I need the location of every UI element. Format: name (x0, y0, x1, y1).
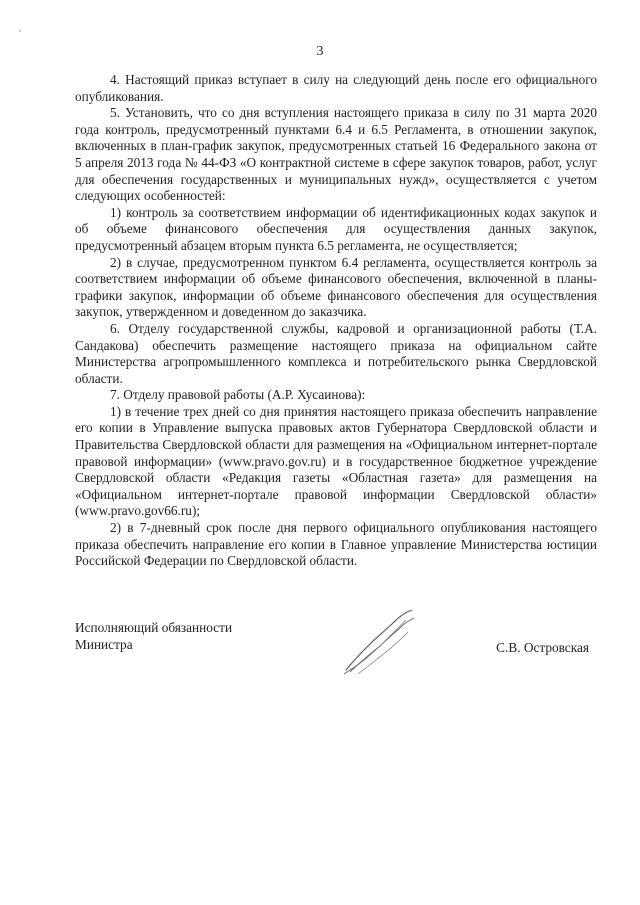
paragraph-5-item-2: 2) в случае, предусмотренном пунктом 6.4 регламента, осуществляется контроль за соответствием информации об объеме финансового обеспечения, включенной в планы-графики закупок, информации об объеме финансового обеспечения для осуществления закупок, утвержденном и доведенном до заказчика. (75, 254, 597, 320)
document-body (75, 72, 597, 570)
signatory-position-line-1: Исполняющий обязанности (75, 620, 233, 635)
page-number: 3 (316, 44, 324, 59)
signatory-position-line-2: Министра (75, 636, 133, 652)
paragraph-7-item-1: 1) в течение трех дней со дня принятия настоящего приказа обеспечить направление его копии в Управление выпуска правовых актов Губернатора Свердловской области и Правительства Свердловской области для размещения на «Официальном интернет-портале правовой информации» (www.pravo.gov.ru) и в государственное бюджетное учреждение Свердловской области «Редакция газеты «Областная газета» для размещения на «Официальном интернет-портале правовой информации Свердловской области» (www.pravo.gov66.ru); (75, 403, 597, 519)
handwritten-signature (340, 608, 430, 678)
scan-artifact (19, 30, 21, 32)
paragraph-5: 5. Установить, что со дня вступления настоящего приказа в силу по 31 марта 2020 года контроль, предусмотренный пунктами 6.4 и 6.5 Регламента, в отношении закупок, включенных в план-график закупок, предусмотренных статьей 16 Федерального закона от 5 апреля 2013 года № 44-ФЗ «О контрактной системе в сфере закупок товаров, работ, услуг для обеспечения государственных и муниципальных нужд», осуществляется с учетом следующих особенностей: (75, 105, 597, 204)
paragraph-6: 6. Отделу государственной службы, кадровой и организационной работы (Т.А. Сандакова) обеспечить размещение настоящего приказа на официальном сайте Министерства агропромышленного комплекса и потребительского рынка Свердловской области. (75, 320, 597, 386)
paragraph-7-item-2: 2) в 7-дневный срок после дня первого официального опубликования настоящего приказа обеспечить направление его копии в Главное управление Министерства юстиции Российской Федерации по Свердловской области. (75, 520, 597, 569)
signatory-name: С.В. Островская (496, 640, 589, 655)
paragraph-5-item-1: 1) контроль за соответствием информации об идентификационных кодах закупок и об объеме финансового обеспечения для осуществления данных закупок, предусмотренный абзацем вторым пункта 6.5 регламента, не осуществляется; (75, 204, 597, 253)
paragraph-4: 4. Настоящий приказ вступает в силу на следующий день после его официального опубликования. (75, 72, 597, 104)
signature-block (75, 620, 597, 680)
paragraph-7: 7. Отделу правовой работы (А.Р. Хусаинова): (110, 387, 366, 403)
signatory-position (75, 620, 232, 653)
